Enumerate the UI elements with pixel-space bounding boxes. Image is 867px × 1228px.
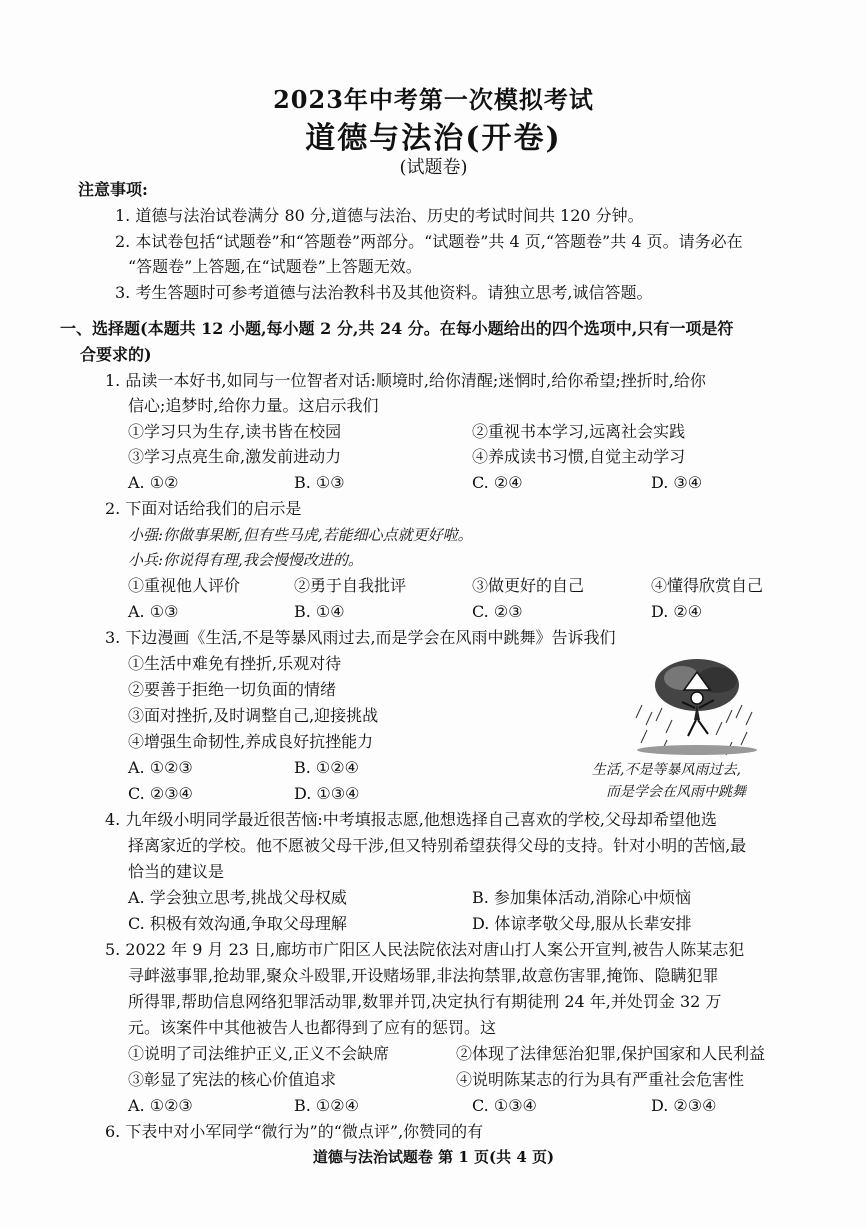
q3-statement-1: ①生活中难免有挫折,乐观对待 (128, 654, 342, 673)
q2-option-b: B. ①④ (294, 602, 345, 621)
q1-option-d: D. ③④ (651, 473, 703, 492)
q5-statement-4: ④说明陈某志的行为具有严重社会危害性 (456, 1070, 745, 1089)
q3-option-a: A. ①②③ (128, 758, 193, 777)
q2-dialog-1: 小强:你做事果断,但有些马虎,若能细心点就更好啦。 (128, 526, 473, 544)
q4-stem: 4. 九年级小明同学最近很苦恼:中考填报志愿,他想选择自己喜欢的学校,父母却希望他选 (105, 810, 717, 829)
q2-option-a: A. ①③ (128, 602, 179, 621)
q5-option-c: C. ①③④ (472, 1096, 537, 1115)
q2-statement-1: ①重视他人评价 (128, 576, 241, 595)
q1-statement-3: ③学习点亮生命,激发前进动力 (128, 447, 342, 466)
exam-subject: 道德与法治(开卷) (305, 121, 562, 156)
q5-stem-cont: 寻衅滋事罪,抢劫罪,聚众斗殴罪,开设赌场罪,非法拘禁罪,故意伤害罪,掩饰、隐瞒犯罪 (128, 966, 719, 985)
q5-stem-cont: 元。该案件中其他被告人也都得到了应有的惩罚。这 (128, 1018, 497, 1037)
q2-dialog-2: 小兵:你说得有理,我会慢慢改进的。 (128, 551, 363, 569)
q2-option-d: D. ②④ (651, 602, 703, 621)
notes-heading: 注意事项: (78, 180, 148, 199)
q3-option-d: D. ①③④ (294, 784, 360, 803)
q5-stem-cont: 所得罪,帮助信息网络犯罪活动罪,数罪并罚,决定执行有期徒刑 24 年,并处罚金 32 万 (128, 992, 722, 1011)
q4-stem-cont: 择离家近的学校。他不愿被父母干涉,但又特别希望获得父母的支持。针对小明的苦恼,最 (128, 836, 747, 855)
q3-statement-2: ②要善于拒绝一切负面的情绪 (128, 680, 337, 699)
q1-option-c: C. ②④ (472, 473, 523, 492)
q5-statement-1: ①说明了司法维护正义,正义不会缺席 (128, 1044, 390, 1063)
q1-statement-4: ④养成读书习惯,自觉主动学习 (472, 447, 686, 466)
q4-option-c: C. 积极有效沟通,争取父母理解 (128, 914, 347, 933)
q3-option-b: B. ①②④ (294, 758, 359, 777)
q1-option-a: A. ①② (128, 473, 179, 492)
q2-statement-4: ④懂得欣赏自己 (651, 576, 764, 595)
q4-option-d: D. 体谅孝敬父母,服从长辈安排 (472, 914, 692, 933)
cartoon-caption-1: 生活,不是等暴风雨过去, (592, 762, 741, 778)
exam-title: 2023年中考第一次模拟考试 (273, 85, 594, 114)
note-item: 3. 考生答题时可参考道德与法治教科书及其他资料。请独立思考,诚信答题。 (115, 283, 653, 302)
note-item: 2. 本试卷包括“试题卷”和“答题卷”两部分。“试题卷”共 4 页,“答题卷”共 4 页。请务必在 (115, 232, 743, 251)
note-item: “答题卷”上答题,在“试题卷”上答题无效。 (128, 257, 422, 276)
q3-statement-4: ④增强生命韧性,养成良好抗挫能力 (128, 732, 374, 751)
cartoon-illustration (622, 650, 772, 760)
section-heading-cont: 合要求的) (80, 345, 152, 364)
q1-stem-cont: 信心;追梦时,给你力量。这启示我们 (128, 396, 379, 415)
q1-option-b: B. ①③ (294, 473, 345, 492)
cartoon-caption-2: 而是学会在风雨中跳舞 (606, 784, 746, 800)
q1-statement-2: ②重视书本学习,远离社会实践 (472, 422, 686, 441)
paper-type: (试题卷) (399, 157, 468, 178)
q5-stem: 5. 2022 年 9 月 23 日,廊坊市广阳区人民法院依法对唐山打人案公开宣判,被告人陈某志犯 (105, 940, 745, 959)
q3-option-c: C. ②③④ (128, 784, 193, 803)
q2-statement-2: ②勇于自我批评 (294, 576, 407, 595)
q3-statement-3: ③面对挫折,及时调整自己,迎接挑战 (128, 706, 379, 725)
q2-option-c: C. ②③ (472, 602, 523, 621)
q5-option-b: B. ①②④ (294, 1096, 359, 1115)
q1-statement-1: ①学习只为生存,读书皆在校园 (128, 422, 342, 441)
q3-stem: 3. 下边漫画《生活,不是等暴风雨过去,而是学会在风雨中跳舞》告诉我们 (105, 628, 616, 647)
q5-statement-2: ②体现了法律惩治犯罪,保护国家和人民利益 (456, 1044, 766, 1063)
note-item: 1. 道德与法治试卷满分 80 分,道德与法治、历史的考试时间共 120 分钟。 (115, 206, 644, 225)
q2-statement-3: ③做更好的自己 (472, 576, 585, 595)
section-heading: 一、选择题(本题共 12 小题,每小题 2 分,共 24 分。在每小题给出的四个选项中,只有一项是符 (60, 319, 734, 338)
page-footer: 道德与法治试题卷 第 1 页(共 4 页) (312, 1148, 555, 1166)
q5-option-d: D. ②③④ (651, 1096, 717, 1115)
q4-stem-cont: 恰当的建议是 (128, 862, 225, 881)
q4-option-a: A. 学会独立思考,挑战父母权威 (128, 888, 347, 907)
q4-option-b: B. 参加集体活动,消除心中烦恼 (472, 888, 692, 907)
q6-stem: 6. 下表中对小军同学“微行为”的“微点评”,你赞同的有 (105, 1122, 484, 1141)
q1-stem: 1. 品读一本好书,如同与一位智者对话:顺境时,给你清醒;迷惘时,给你希望;挫折时,给你 (105, 371, 706, 390)
q5-statement-3: ③彰显了宪法的核心价值追求 (128, 1070, 337, 1089)
q5-option-a: A. ①②③ (128, 1096, 193, 1115)
q2-stem: 2. 下面对话给我们的启示是 (105, 499, 302, 518)
